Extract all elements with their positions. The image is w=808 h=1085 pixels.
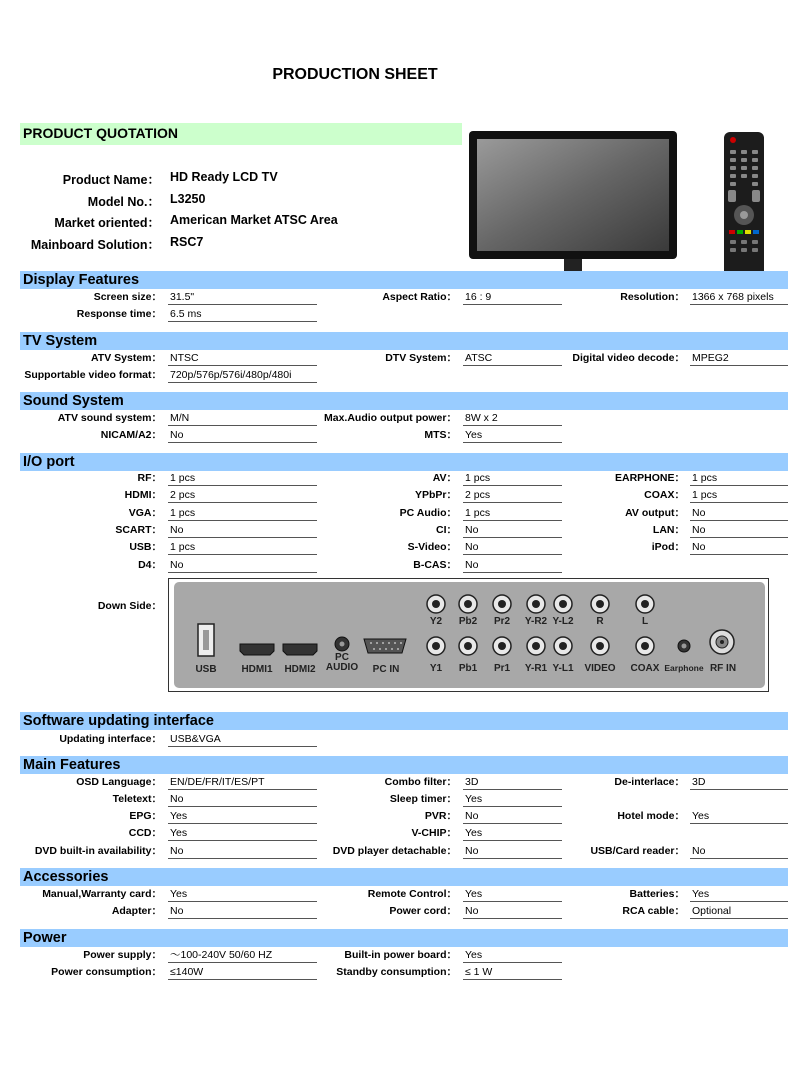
feature-value: No — [463, 845, 562, 859]
atv-system-value: NTSC — [168, 352, 317, 366]
port-label-l: L — [641, 616, 649, 627]
port-label-pc-in: PC IN — [372, 664, 400, 675]
lcd-tv-image — [469, 131, 677, 284]
accessory-value: Yes — [463, 888, 562, 902]
io-label: YPbPr： — [414, 489, 457, 501]
feature-value: No — [168, 793, 317, 807]
power-value: ≤140W — [168, 966, 317, 980]
io-label: COAX： — [644, 489, 685, 501]
tv-system-header — [20, 332, 788, 350]
product-quotation-header — [20, 123, 462, 145]
accessories-heading: Accessories — [23, 869, 109, 885]
port-label-video: VIDEO — [584, 663, 616, 674]
port-label-hdmi1: HDMI1 — [241, 664, 273, 675]
market-oriented-value: American Market ATSC Area — [170, 213, 338, 227]
io-value: No — [463, 541, 562, 555]
main-features-header — [20, 756, 788, 774]
io-value: 1 pcs — [168, 472, 317, 486]
io-label: S-Video： — [407, 541, 457, 553]
io-value: No — [463, 559, 562, 573]
accessory-value: No — [463, 905, 562, 919]
accessory-value: Yes — [690, 888, 788, 902]
port-label-earphone: Earphone — [664, 663, 704, 673]
feature-label: USB/Card reader： — [590, 845, 685, 857]
accessory-value: Yes — [168, 888, 317, 902]
io-value: No — [168, 524, 317, 538]
io-label: iPod： — [651, 541, 685, 553]
software-updating-header — [20, 712, 788, 730]
feature-value: Yes — [168, 827, 317, 841]
max-audio-label: Max.Audio output power： — [324, 412, 457, 424]
power-value: Yes — [463, 949, 562, 963]
screen-size-value: 31.5" — [168, 291, 317, 305]
remote-control-image — [722, 130, 766, 280]
power-value: ～100-240V 50/60 HZ — [168, 949, 317, 963]
port-label-yl2: Y-L2 — [552, 616, 574, 627]
port-label-coax: COAX — [630, 663, 660, 674]
port-label-pb1: Pb1 — [458, 663, 478, 674]
port-label-yr2: Y-R2 — [524, 616, 548, 627]
video-format-label: Supportable video format： — [24, 369, 162, 381]
feature-label: EPG： — [129, 810, 162, 822]
main-features-heading: Main Features — [23, 757, 121, 773]
feature-label: Teletext： — [112, 793, 162, 805]
feature-value: 3D — [690, 776, 788, 790]
feature-value: Yes — [690, 810, 788, 824]
feature-label: V-CHIP： — [411, 827, 457, 839]
mainboard-value: RSC7 — [170, 235, 204, 249]
feature-value: 3D — [463, 776, 562, 790]
dtv-system-value: ATSC — [463, 352, 562, 366]
accessory-label: Manual,Warranty card： — [42, 888, 162, 900]
digital-video-decode-value: MPEG2 — [690, 352, 788, 366]
feature-value: No — [463, 810, 562, 824]
screen-size-label: Screen size： — [93, 291, 162, 303]
port-label-r: R — [596, 616, 604, 627]
sound-system-heading: Sound System — [23, 393, 124, 409]
io-value: 1 pcs — [463, 507, 562, 521]
feature-label: Combo filter： — [384, 776, 457, 788]
resolution-label: Resolution： — [620, 291, 685, 303]
accessory-label: Batteries： — [629, 888, 685, 900]
feature-value: EN/DE/FR/IT/ES/PT — [168, 776, 317, 790]
io-value: 1 pcs — [690, 489, 788, 503]
feature-label: DVD built-in availability： — [34, 845, 162, 857]
port-label-pr1: Pr1 — [493, 663, 511, 674]
tv-system-heading: TV System — [23, 333, 98, 349]
display-features-header — [20, 271, 788, 289]
io-value: 2 pcs — [168, 489, 317, 503]
power-value: ≤ 1 W — [463, 966, 562, 980]
digital-video-decode-label: Digital video decode： — [572, 352, 685, 364]
aspect-ratio-value: 16 : 9 — [463, 291, 562, 305]
port-label-y2: Y2 — [429, 616, 443, 627]
mts-label: MTS： — [424, 429, 457, 441]
port-label-hdmi2: HDMI2 — [284, 664, 316, 675]
power-label: Standby consumption： — [336, 966, 457, 978]
product-quotation-heading: PRODUCT QUOTATION — [23, 125, 179, 141]
power-label: Built-in power board： — [344, 949, 457, 961]
io-label: USB： — [129, 541, 162, 553]
feature-label: De-interlace： — [614, 776, 685, 788]
io-label: PC Audio： — [399, 507, 457, 519]
dtv-system-label: DTV System： — [385, 352, 457, 364]
nicam-label: NICAM/A2： — [100, 429, 162, 441]
atv-sound-label: ATV sound system： — [57, 412, 162, 424]
accessory-label: Power cord： — [389, 905, 457, 917]
aspect-ratio-label: Aspect Ratio： — [382, 291, 457, 303]
max-audio-value: 8W x 2 — [463, 412, 562, 426]
accessories-header — [20, 868, 788, 886]
market-oriented-label: Market oriented： — [54, 216, 160, 230]
feature-label: PVR： — [424, 810, 457, 822]
sound-system-header — [20, 392, 788, 410]
feature-label: Hotel mode： — [617, 810, 685, 822]
feature-label: Sleep timer： — [389, 793, 457, 805]
feature-label: OSD Language： — [76, 776, 162, 788]
response-time-value: 6.5 ms — [168, 308, 317, 322]
resolution-value: 1366 x 768 pixels — [690, 291, 788, 305]
port-label-yr1: Y-R1 — [524, 663, 548, 674]
software-updating-heading: Software updating interface — [23, 713, 214, 729]
port-label-pc: PC — [335, 652, 349, 663]
io-label: HDMI： — [124, 489, 162, 501]
model-no-value: L3250 — [170, 192, 206, 206]
accessory-label: RCA cable： — [622, 905, 685, 917]
display-features-heading: Display Features — [23, 272, 140, 288]
io-value: 1 pcs — [463, 472, 562, 486]
model-no-label: Model No.： — [87, 195, 160, 209]
product-name-label: Product Name： — [62, 173, 160, 187]
accessory-value: Optional — [690, 905, 788, 919]
io-label: CI： — [436, 524, 457, 536]
mts-value: Yes — [463, 429, 562, 443]
io-label: SCART： — [115, 524, 162, 536]
io-label: AV： — [432, 472, 457, 484]
port-label-rf-in: RF IN — [709, 663, 737, 674]
mainboard-label: Mainboard Solution： — [30, 238, 160, 252]
port-label-usb: USB — [195, 664, 217, 675]
power-header — [20, 929, 788, 947]
accessory-label: Adapter： — [111, 905, 162, 917]
nicam-value: No — [168, 429, 317, 443]
feature-value: No — [690, 845, 788, 859]
feature-value: Yes — [463, 793, 562, 807]
power-heading: Power — [23, 930, 67, 946]
io-label: LAN： — [652, 524, 685, 536]
updating-interface-label: Updating interface： — [59, 733, 162, 745]
down-side-label: Down Side： — [97, 600, 162, 612]
accessory-label: Remote Control： — [367, 888, 457, 900]
feature-label: CCD： — [128, 827, 162, 839]
io-value: 2 pcs — [463, 489, 562, 503]
power-label: Power consumption： — [51, 966, 162, 978]
io-value: 1 pcs — [168, 507, 317, 521]
io-port-heading: I/O port — [23, 454, 75, 470]
updating-interface-value: USB&VGA — [168, 733, 317, 747]
video-format-value: 720p/576p/576i/480p/480i — [168, 369, 317, 383]
port-label-audio: AUDIO — [325, 662, 359, 673]
port-label-y1: Y1 — [429, 663, 443, 674]
feature-label: DVD player detachable： — [332, 845, 457, 857]
power-label: Power supply： — [83, 949, 162, 961]
port-label-pr2: Pr2 — [493, 616, 511, 627]
port-label-yl1: Y-L1 — [552, 663, 574, 674]
page-title: PRODUCTION SHEET — [272, 66, 438, 83]
port-label-pb2: Pb2 — [458, 616, 478, 627]
feature-value: Yes — [168, 810, 317, 824]
io-value: 1 pcs — [168, 541, 317, 555]
feature-value: No — [168, 845, 317, 859]
io-value: No — [690, 541, 788, 555]
atv-sound-value: M/N — [168, 412, 317, 426]
io-value: No — [463, 524, 562, 538]
io-value: No — [168, 559, 317, 573]
io-value: No — [690, 507, 788, 521]
io-label: RF： — [137, 472, 162, 484]
io-port-header — [20, 453, 788, 471]
io-label: AV output： — [625, 507, 685, 519]
io-label: EARPHONE： — [614, 472, 685, 484]
response-time-label: Response time： — [76, 308, 162, 320]
atv-system-label: ATV System： — [91, 352, 162, 364]
product-name-value: HD Ready LCD TV — [170, 170, 278, 184]
connector-panel — [174, 582, 765, 688]
io-label: D4： — [138, 559, 162, 571]
accessory-value: No — [168, 905, 317, 919]
io-value: No — [690, 524, 788, 538]
io-label: B-CAS： — [413, 559, 457, 571]
io-label: VGA： — [128, 507, 162, 519]
io-value: 1 pcs — [690, 472, 788, 486]
feature-value: Yes — [463, 827, 562, 841]
